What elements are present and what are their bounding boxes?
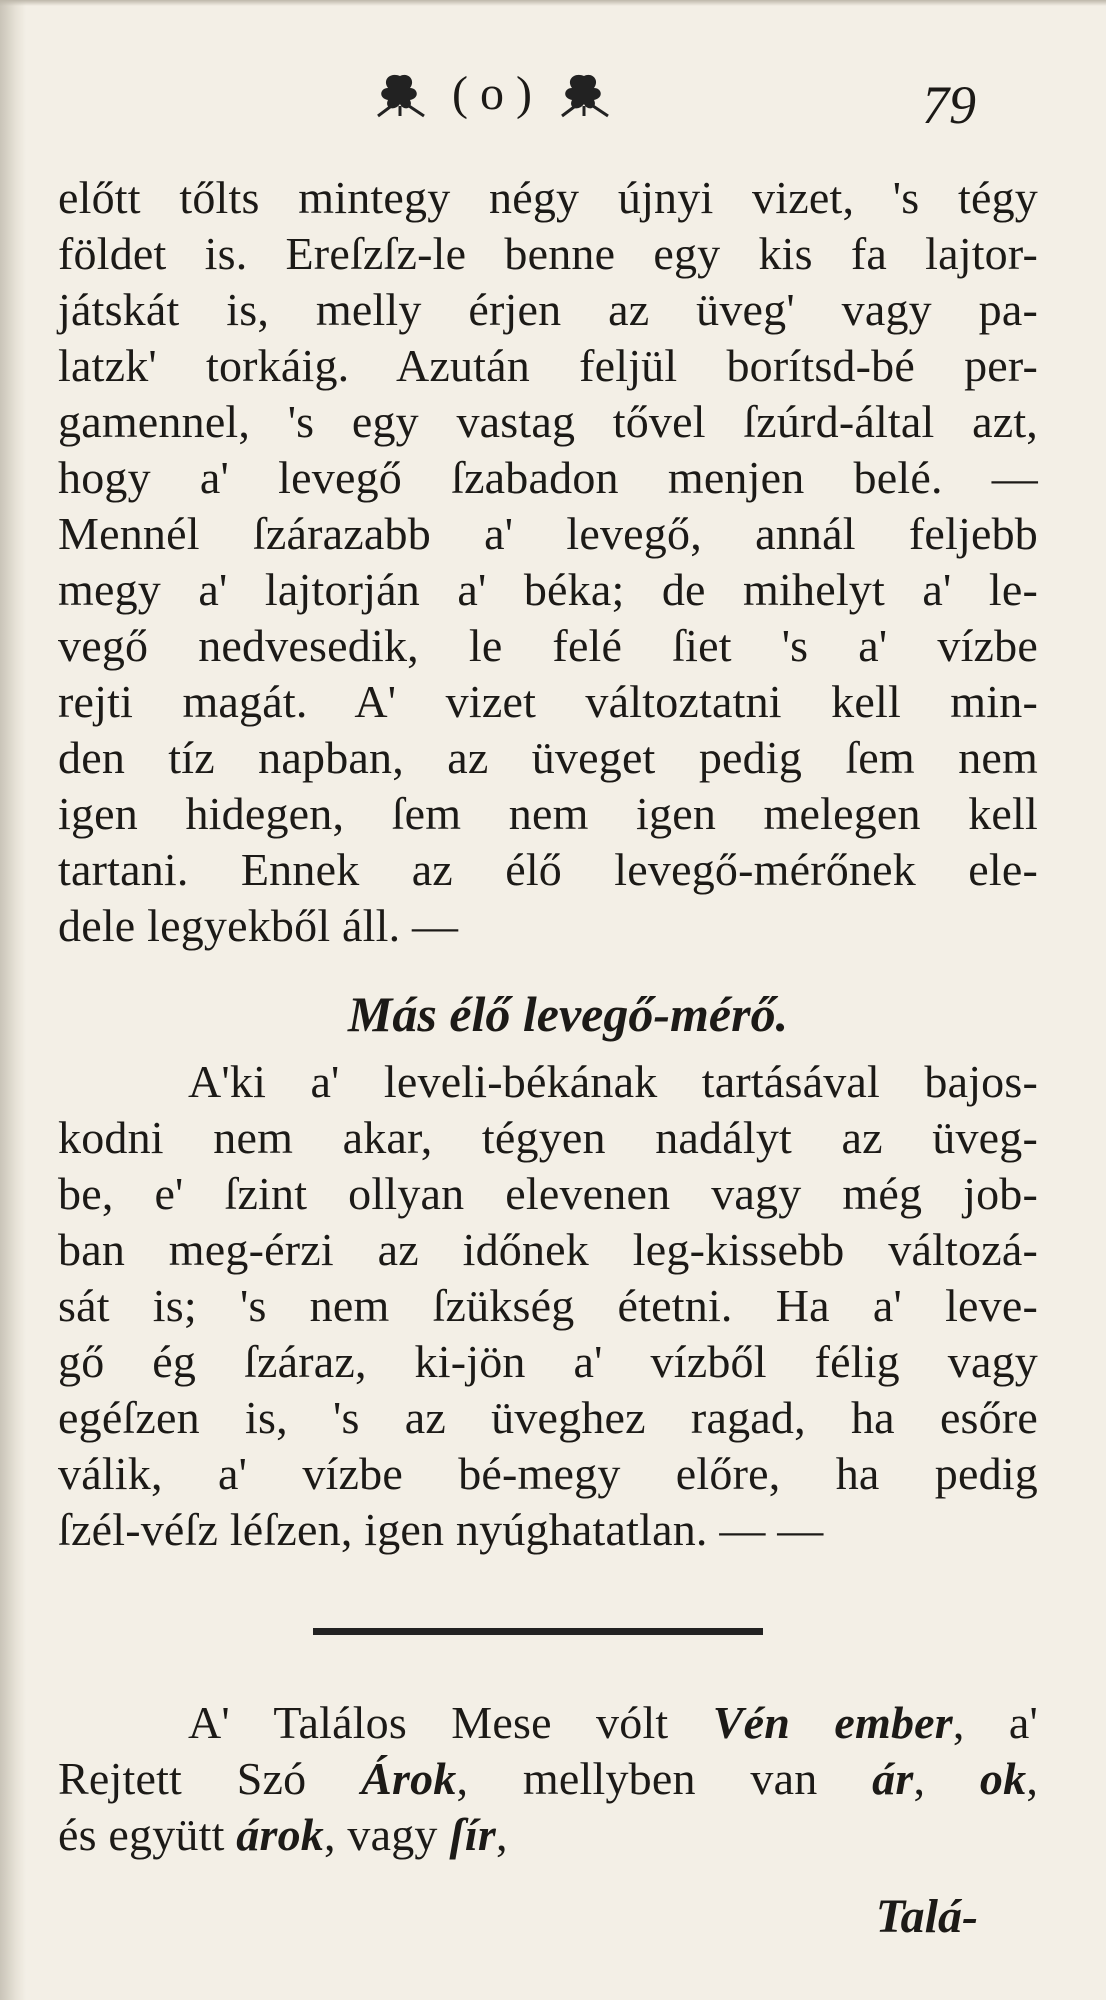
text-block xyxy=(58,170,1038,1957)
answer-text: , xyxy=(1026,1753,1039,1804)
riddle-answer xyxy=(58,1695,1038,1863)
answer-text: és együtt xyxy=(58,1809,237,1860)
text-line: tartani. Ennek az élő levegő-mérőnek ele- xyxy=(58,844,1038,895)
text-line: igen hidegen, ſem nem igen melegen kell xyxy=(58,788,1038,839)
paragraph-2 xyxy=(58,1054,1038,1558)
answer-word: ok xyxy=(979,1753,1027,1804)
top-edge-shadow xyxy=(0,0,1106,6)
text-line: den tíz napban, az üveget pedig ſem nem xyxy=(58,732,1038,783)
answer-text: Rejtett Szó xyxy=(58,1753,362,1804)
text-line: hogy a' levegő ſzabadon menjen belé. — xyxy=(58,452,1038,503)
answer-word: árok xyxy=(236,1809,324,1860)
text-line: vegő nedvesedik, le felé ſiet 's a' vízbe xyxy=(58,620,1038,671)
running-head xyxy=(370,66,614,121)
answer-text: , a' xyxy=(952,1697,1038,1748)
answer-word: Vén ember xyxy=(712,1697,953,1748)
text-line: gamennel, 's egy vastag tővel ſzúrd-által azt, xyxy=(58,396,1038,447)
section-heading: Más élő levegő-mérő. xyxy=(347,986,789,1042)
text-line: be, e' ſzint ollyan elevenen vagy még job- xyxy=(58,1168,1038,1219)
text-line: rejti magát. A' vizet változtatni kell min- xyxy=(58,676,1038,727)
text-line: egéſzen is, 's az üveghez ragad, ha esőre xyxy=(58,1392,1038,1443)
text-line: játskát is, melly érjen az üveg' vagy pa- xyxy=(58,284,1038,335)
text-line xyxy=(58,1751,1038,1807)
page-edge-shadow xyxy=(0,0,26,2000)
text-line: ban meg-érzi az időnek leg-kissebb változá- xyxy=(58,1224,1038,1275)
text-line: válik, a' vízbe bé-megy előre, ha pedig xyxy=(58,1448,1038,1499)
text-line: megy a' lajtorján a' béka; de mihelyt a' le- xyxy=(58,564,1038,615)
text-line xyxy=(58,1807,1038,1863)
text-line: előtt tőlts mintegy négy újnyi vizet, 's tégy xyxy=(58,172,1038,223)
text-line: sát is; 's nem ſzükség étetni. Ha a' leve- xyxy=(58,1280,1038,1331)
text-line: kodni nem akar, tégyen nadályt az üveg- xyxy=(58,1112,1038,1163)
answer-word: ár xyxy=(872,1753,914,1804)
section-divider-rule xyxy=(313,1628,763,1635)
running-head-text: ( o ) xyxy=(452,67,532,120)
answer-text: , xyxy=(913,1753,980,1804)
answer-text: , mellyben van xyxy=(456,1753,873,1804)
flower-ornament-icon xyxy=(370,70,432,118)
text-line: Mennél ſzárazabb a' levegő, annál feljebb xyxy=(58,508,1038,559)
answer-text: A' Találos Mese vólt xyxy=(188,1697,713,1748)
paragraph-1 xyxy=(58,170,1038,954)
text-line: ſzél-véſz léſzen, igen nyúghatatlan. — — xyxy=(58,1504,824,1555)
page-header xyxy=(0,58,1106,138)
text-line: dele legyekből áll. — xyxy=(58,900,459,951)
answer-word: ſír xyxy=(449,1809,496,1860)
text-line: latzk' torkáig. Azután feljül borítsd-bé per- xyxy=(58,340,1038,391)
text-line: földet is. Ereſzſz-le benne egy kis fa lajtor- xyxy=(58,228,1038,279)
answer-text: , vagy xyxy=(324,1809,450,1860)
text-line: A'ki a' leveli-békának tartásával bajos- xyxy=(188,1056,1038,1107)
answer-text: , xyxy=(495,1809,508,1860)
catchword: Talá- xyxy=(875,1890,978,1943)
text-line: gő ég ſzáraz, ki-jön a' vízből félig vagy xyxy=(58,1336,1038,1387)
flower-ornament-icon xyxy=(552,70,614,118)
answer-word: Árok xyxy=(361,1753,457,1804)
page-number: 79 xyxy=(922,75,976,135)
text-line xyxy=(58,1695,1038,1751)
